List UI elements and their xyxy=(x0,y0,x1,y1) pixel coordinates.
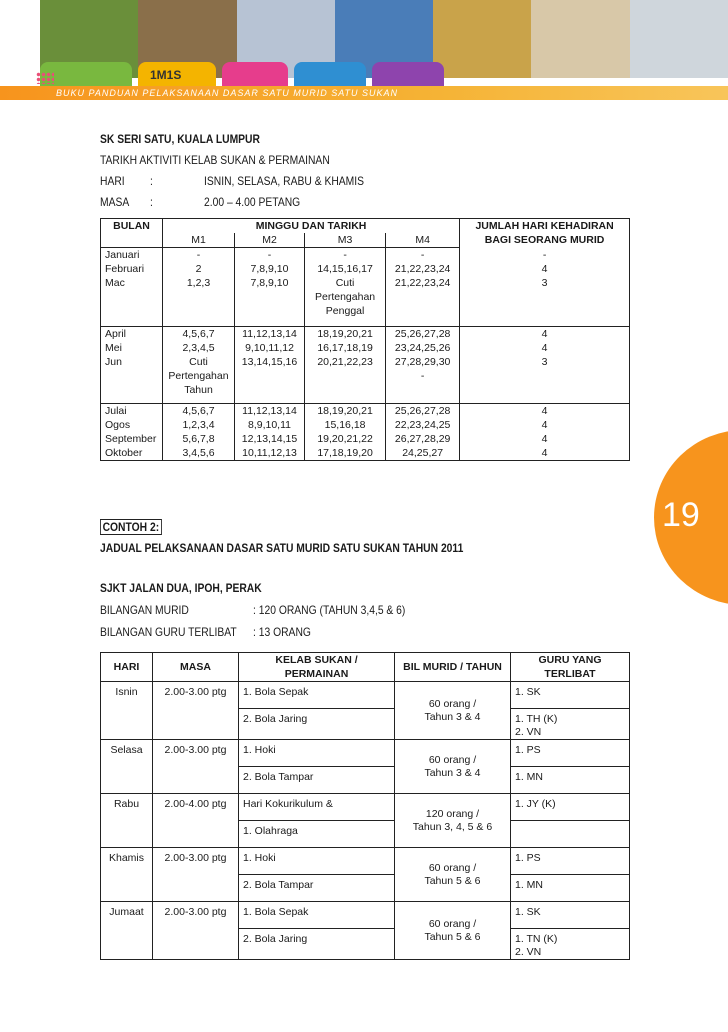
cell-guru-1: 1. SK xyxy=(511,682,630,709)
header-m2: M2 xyxy=(235,233,305,248)
school1-masa-colon: : xyxy=(150,195,153,209)
header-bulan: BULAN xyxy=(101,219,163,248)
cell-guru-1: 1. PS xyxy=(511,848,630,875)
cell-hari: Selasa xyxy=(101,740,153,794)
cell-kelab-1: 1. Bola Sepak xyxy=(239,682,395,709)
cell-kelab-2: 2. Bola Jaring xyxy=(239,929,395,960)
header-jumlah-2: BAGI SEORANG MURID xyxy=(460,233,630,248)
header-banner xyxy=(0,0,728,108)
table-row: Februari 2 7,8,9,10 14,15,16,17 21,22,23,24 4 xyxy=(101,262,630,276)
header-bil: BIL MURID / TAHUN xyxy=(395,653,511,682)
page-number: 19 xyxy=(662,496,700,534)
banner-title: BUKU PANDUAN PELAKSANAAN DASAR SATU MURID SATU SUKAN xyxy=(56,88,399,98)
table-row: September 5,6,7,8 12,13,14,15 19,20,21,22 26,27,28,29 4 xyxy=(101,432,630,446)
cell-guru-2 xyxy=(511,821,630,848)
cell-kelab-2: 2. Bola Tampar xyxy=(239,875,395,902)
table-row xyxy=(101,848,630,875)
header-hari: HARI xyxy=(101,653,153,682)
school1-hari-colon: : xyxy=(150,174,153,188)
cell-masa: 2.00-3.00 ptg xyxy=(153,848,239,902)
cell-bil: 60 orang / Tahun 5 & 6 xyxy=(395,902,511,960)
contoh-title: JADUAL PELAKSANAAN DASAR SATU MURID SATU SUKAN TAHUN 2011 xyxy=(100,541,464,555)
contoh-label: CONTOH 2: xyxy=(100,520,162,534)
table-row: Januari - - - - - xyxy=(101,248,630,263)
logo-text: 1M1S xyxy=(150,68,182,82)
cell-guru-2: 1. TH (K) 2. VN xyxy=(511,709,630,740)
table-row: April 4,5,6,7 11,12,13,14 18,19,20,21 25,26,27,28 4 xyxy=(101,327,630,342)
header-minggu: MINGGU DAN TARIKH xyxy=(163,219,460,234)
header-m4: M4 xyxy=(386,233,460,248)
school1-masa-label: MASA xyxy=(100,195,130,209)
school2-name: SJKT JALAN DUA, IPOH, PERAK xyxy=(100,581,262,595)
cell-guru-1: 1. JY (K) xyxy=(511,794,630,821)
cell-hari: Rabu xyxy=(101,794,153,848)
cell-bil: 120 orang / Tahun 3, 4, 5 & 6 xyxy=(395,794,511,848)
header-m1: M1 xyxy=(163,233,235,248)
cell-guru-2: 1. MN xyxy=(511,875,630,902)
cell-hari: Isnin xyxy=(101,682,153,740)
school1-hari-value: ISNIN, SELASA, RABU & KHAMIS xyxy=(204,174,365,188)
cell-kelab-2: 1. Olahraga xyxy=(239,821,395,848)
pink-tile xyxy=(222,62,288,88)
page-number-badge xyxy=(654,430,728,605)
cell-kelab-1: 1. Bola Sepak xyxy=(239,902,395,929)
table-row: Ogos 1,2,3,4 8,9,10,11 15,16,18 22,23,24,25 4 xyxy=(101,418,630,432)
table-row: Mac 1,2,3 7,8,9,10 Cuti Pertengahan Penggal 21,22,23,24 3 xyxy=(101,276,630,327)
cell-hari: Jumaat xyxy=(101,902,153,960)
cell-guru-1: 1. PS xyxy=(511,740,630,767)
cell-hari: Khamis xyxy=(101,848,153,902)
header-guru: GURU YANG TERLIBAT xyxy=(511,653,630,682)
table-row: Mei 2,3,4,5 9,10,11,12 16,17,18,19 23,24,25,26 4 xyxy=(101,341,630,355)
cell-kelab-1: 1. Hoki xyxy=(239,740,395,767)
cell-guru-1: 1. SK xyxy=(511,902,630,929)
cell-bil: 60 orang / Tahun 5 & 6 xyxy=(395,848,511,902)
school2-murid-label: BILANGAN MURID xyxy=(100,603,189,617)
cell-kelab-2: 2. Bola Jaring xyxy=(239,709,395,740)
table-row xyxy=(101,902,630,929)
cell-guru-2: 1. MN xyxy=(511,767,630,794)
cell-guru-2: 1. TN (K) 2. VN xyxy=(511,929,630,960)
cell-masa: 2.00-3.00 ptg xyxy=(153,740,239,794)
table-row xyxy=(101,794,630,821)
school2-guru-value: : 13 ORANG xyxy=(253,625,311,639)
table-row xyxy=(101,740,630,767)
cell-bil: 60 orang / Tahun 3 & 4 xyxy=(395,740,511,794)
school1-name: SK SERI SATU, KUALA LUMPUR xyxy=(100,132,260,146)
blue-tile xyxy=(294,62,366,88)
cell-kelab-1: Hari Kokurikulum & xyxy=(239,794,395,821)
cell-masa: 2.00-3.00 ptg xyxy=(153,682,239,740)
table-row: Oktober 3,4,5,6 10,11,12,13 17,18,19,20 24,25,27 4 xyxy=(101,446,630,461)
header-jumlah: JUMLAH HARI KEHADIRAN xyxy=(460,219,630,234)
header-masa: MASA xyxy=(153,653,239,682)
header-kelab: KELAB SUKAN / PERMAINAN xyxy=(239,653,395,682)
purple-tile xyxy=(372,62,444,88)
dot-pattern-icon xyxy=(36,72,54,84)
attendance-table xyxy=(100,218,630,461)
table-row: Jun Cuti Pertengahan Tahun 13,14,15,16 20,21,22,23 27,28,29,30 - 3 xyxy=(101,355,630,404)
schedule-table xyxy=(100,652,630,960)
table-row xyxy=(101,682,630,709)
school2-guru-label: BILANGAN GURU TERLIBAT xyxy=(100,625,237,639)
table-row: Julai 4,5,6,7 11,12,13,14 18,19,20,21 25,26,27,28 4 xyxy=(101,404,630,419)
cell-masa: 2.00-4.00 ptg xyxy=(153,794,239,848)
school1-masa-value: 2.00 – 4.00 PETANG xyxy=(204,195,301,209)
cell-kelab-1: 1. Hoki xyxy=(239,848,395,875)
header-m3: M3 xyxy=(305,233,386,248)
cell-masa: 2.00-3.00 ptg xyxy=(153,902,239,960)
school1-activity: TARIKH AKTIVITI KELAB SUKAN & PERMAINAN xyxy=(100,153,330,167)
cell-bil: 60 orang / Tahun 3 & 4 xyxy=(395,682,511,740)
cell-kelab-2: 2. Bola Tampar xyxy=(239,767,395,794)
school1-hari-label: HARI xyxy=(100,174,125,188)
school2-murid-value: : 120 ORANG (TAHUN 3,4,5 & 6) xyxy=(253,603,406,617)
